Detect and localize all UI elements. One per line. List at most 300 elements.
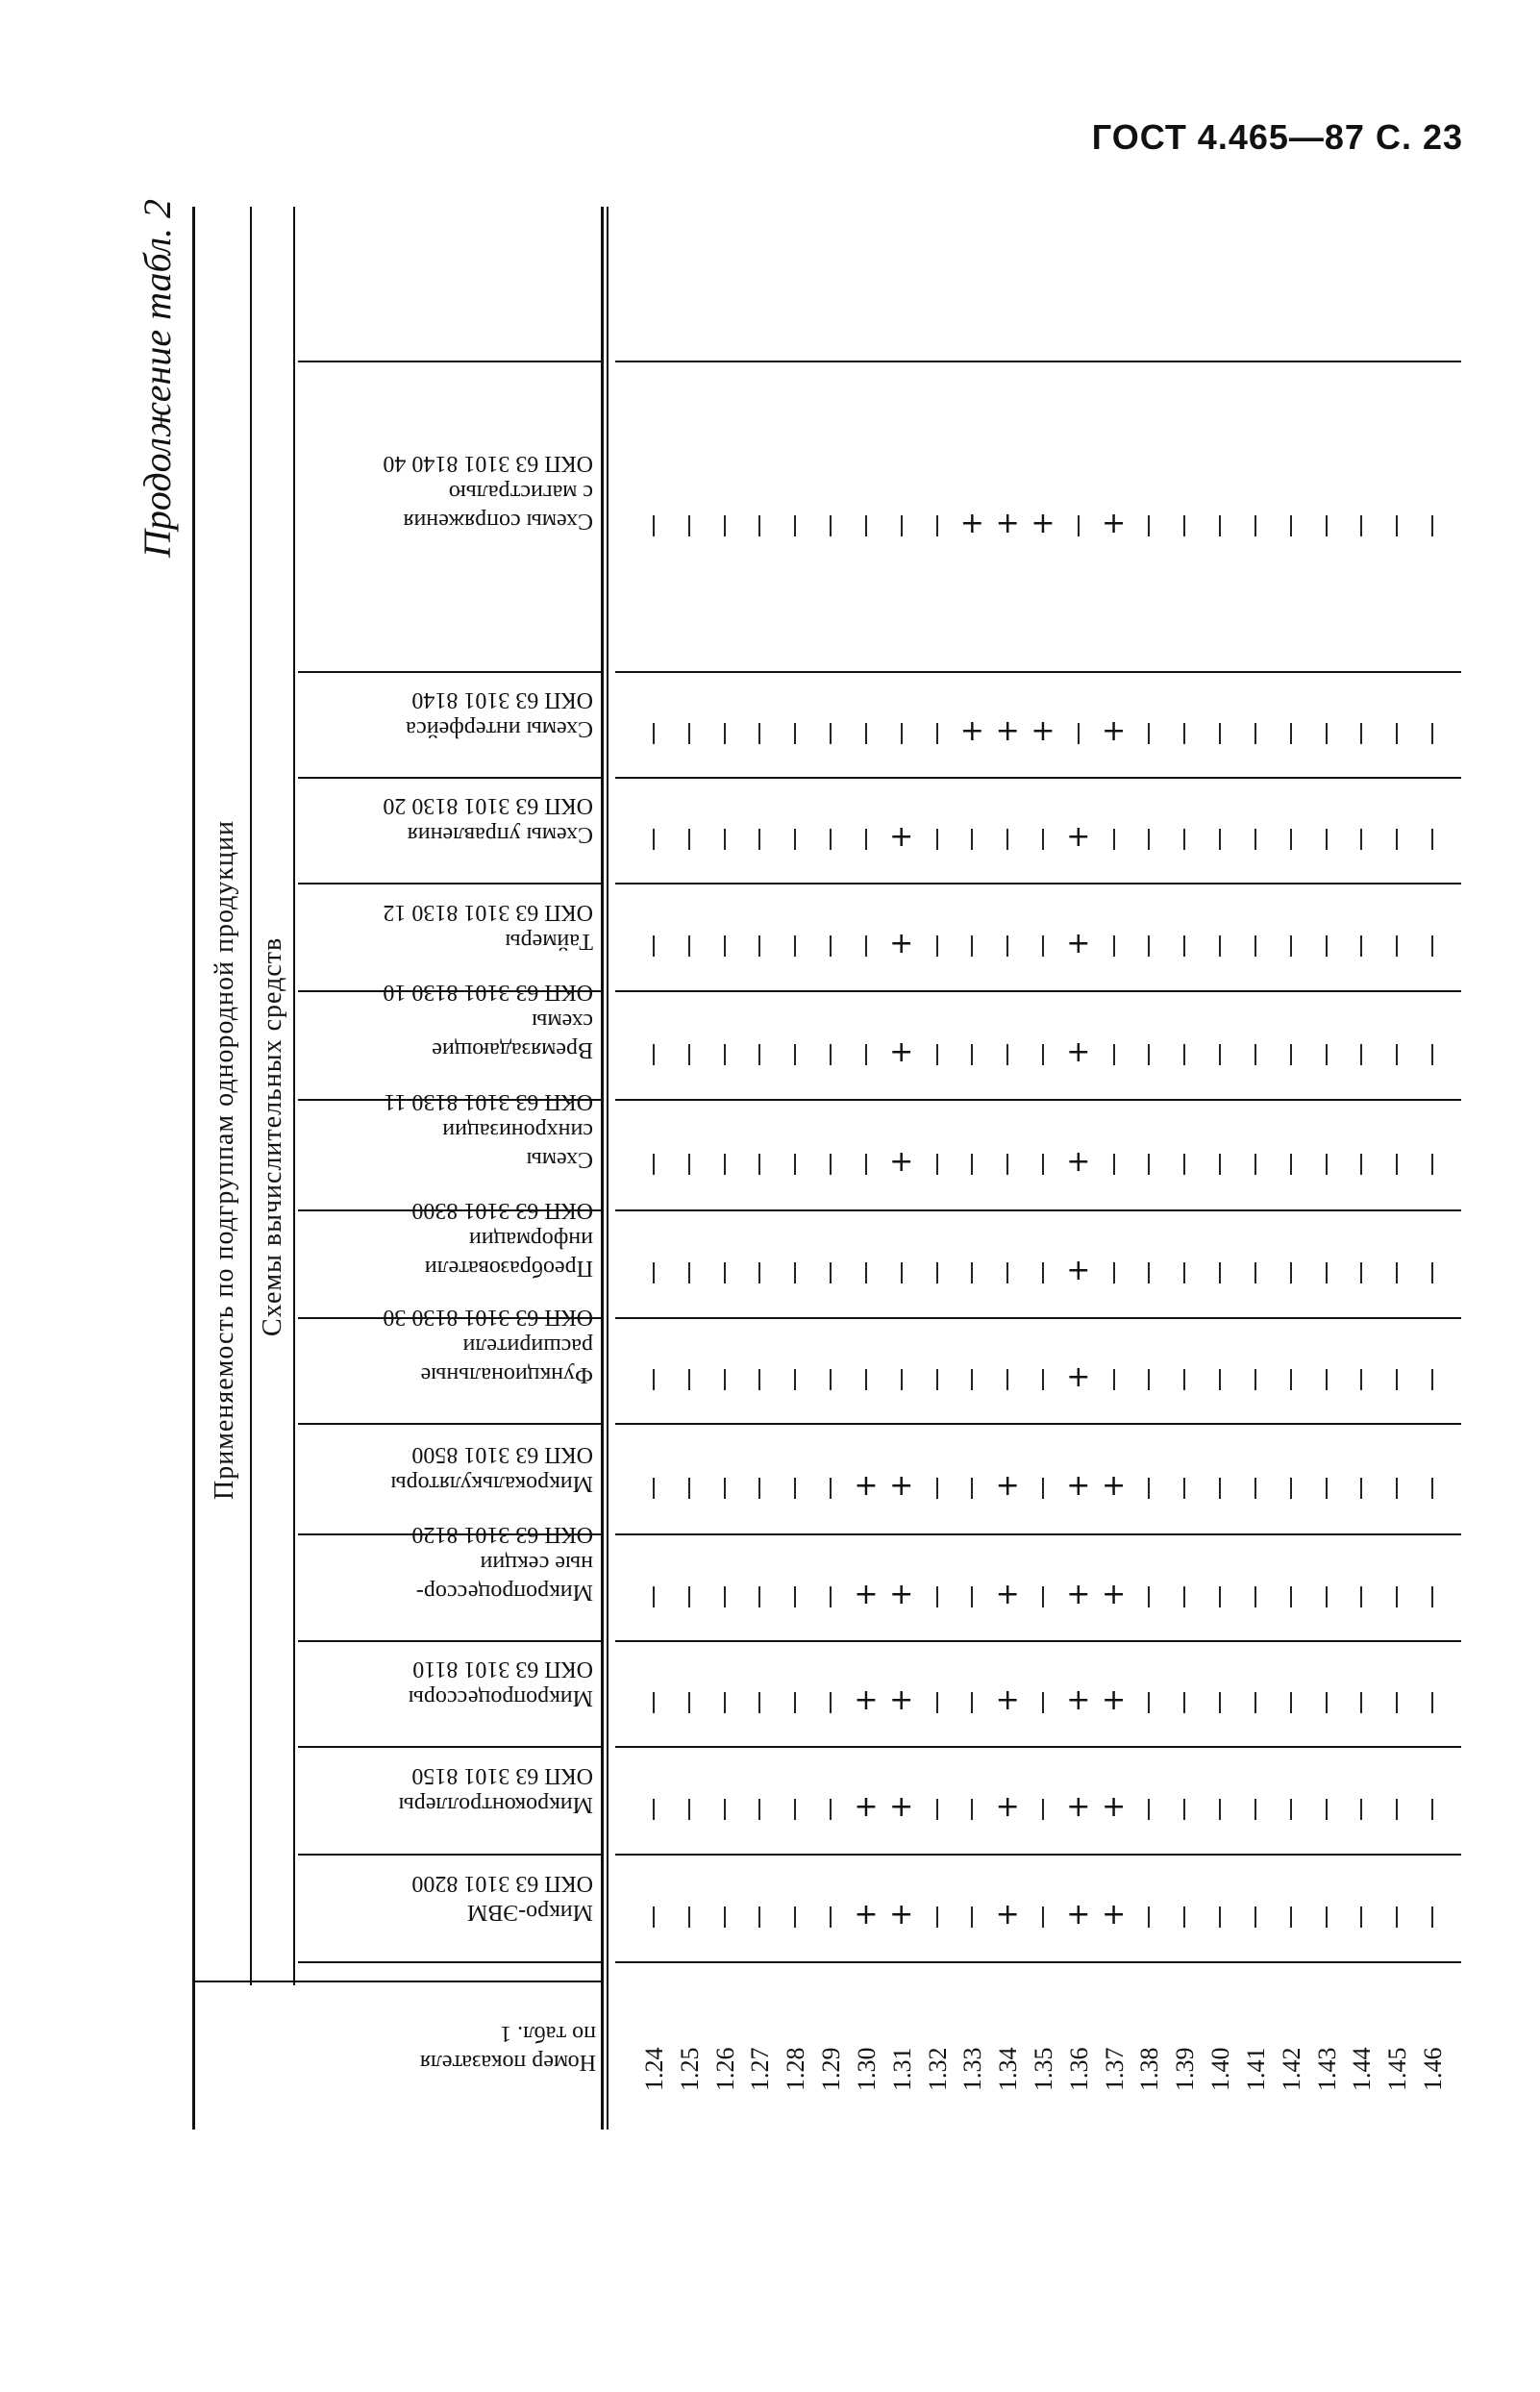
table-cell	[1307, 930, 1346, 959]
index-header-line: по табл. 1	[500, 2021, 596, 2046]
column-header-line: ОКП 63 3101 8200	[411, 1871, 593, 1896]
dash-mark	[724, 1044, 726, 1065]
table-cell	[918, 1581, 956, 1609]
column-header-line: Схемы управления	[407, 822, 593, 847]
dash-mark	[1183, 1906, 1185, 1928]
dash-mark	[936, 1478, 938, 1499]
table-cell	[1059, 1898, 1098, 1931]
dash-mark	[1006, 1154, 1008, 1175]
table-cell	[670, 1793, 708, 1822]
table-cell	[634, 823, 673, 852]
dash-mark	[794, 515, 796, 536]
table-cell	[1165, 823, 1204, 852]
dash-mark	[653, 1262, 655, 1283]
dash-mark	[1042, 1692, 1044, 1713]
dash-mark	[1290, 1154, 1292, 1175]
table-cell	[634, 1363, 673, 1392]
column-header-line: Таймеры	[505, 929, 593, 954]
table-cell	[1378, 1581, 1416, 1609]
dash-mark	[971, 829, 973, 850]
dash-mark	[794, 1262, 796, 1283]
dash-mark	[1360, 829, 1362, 850]
table-cell	[776, 1038, 814, 1067]
row-index: 1.36	[1064, 2047, 1093, 2091]
table-cell	[1130, 1686, 1168, 1715]
table-cell	[953, 1038, 991, 1067]
dash-mark	[794, 1478, 796, 1499]
table-cell	[1165, 510, 1204, 538]
dash-mark	[830, 515, 832, 536]
table-cell	[1378, 717, 1416, 746]
table-cell	[1165, 1793, 1204, 1822]
dash-mark	[1183, 935, 1185, 957]
column-header-line: синхронизации	[442, 1117, 593, 1143]
table-cell	[634, 1148, 673, 1177]
dash-mark	[830, 829, 832, 850]
table-cell	[882, 510, 921, 538]
table-cell	[847, 1038, 885, 1067]
table-cell	[670, 1686, 708, 1715]
dash-mark	[865, 723, 867, 744]
dash-mark	[1148, 935, 1150, 957]
dash-mark	[794, 1799, 796, 1820]
table-cell	[953, 1148, 991, 1177]
table-cell	[1130, 823, 1168, 852]
dash-mark	[830, 1799, 832, 1820]
table-cell	[740, 823, 779, 852]
table-cell	[988, 1038, 1027, 1067]
dash-mark	[1042, 1799, 1044, 1820]
header-data-divider	[601, 207, 604, 2130]
table-cell	[1307, 1793, 1346, 1822]
table-cell	[882, 1683, 921, 1717]
dash-mark	[1431, 1586, 1433, 1607]
table-cell	[1095, 1790, 1133, 1824]
table-cell	[706, 930, 744, 959]
table-cell	[740, 1038, 779, 1067]
table-cell	[1307, 1581, 1346, 1609]
table-cell	[1413, 930, 1452, 959]
column-separator-data	[615, 671, 1461, 673]
column-header	[411, 1869, 593, 1927]
table-cell	[1378, 1257, 1416, 1285]
plus-mark: +	[1066, 820, 1091, 854]
column-header-line: Микро-ЭВМ	[466, 1900, 593, 1925]
dash-mark	[758, 1478, 760, 1499]
table-cell	[1201, 1363, 1239, 1392]
dash-mark	[1006, 1262, 1008, 1283]
dash-mark	[794, 1044, 796, 1065]
table-cell	[670, 1148, 708, 1177]
dash-mark	[1183, 829, 1185, 850]
table-cell	[882, 717, 921, 746]
dash-mark	[1148, 1586, 1150, 1607]
table-cell	[1413, 1581, 1452, 1609]
table-cell	[1272, 1038, 1310, 1067]
dash-mark	[1219, 515, 1221, 536]
table-cell	[953, 1257, 991, 1285]
column-header	[383, 898, 593, 956]
dash-mark	[1431, 1692, 1433, 1713]
dash-mark	[1148, 1044, 1150, 1065]
dash-mark	[1254, 723, 1256, 744]
dash-mark	[901, 515, 903, 536]
dash-mark	[1431, 1799, 1433, 1820]
table-cell	[1130, 1793, 1168, 1822]
dash-mark	[936, 829, 938, 850]
dash-mark	[724, 935, 726, 957]
plus-mark: +	[1031, 506, 1056, 540]
dash-mark	[724, 1799, 726, 1820]
column-separator-header	[298, 777, 601, 779]
dash-mark	[1396, 1799, 1398, 1820]
table-cell	[1024, 1581, 1062, 1609]
table-cell	[706, 1257, 744, 1285]
dash-mark	[1042, 1906, 1044, 1928]
table-cell	[1024, 1257, 1062, 1285]
table-cell	[1236, 1472, 1275, 1501]
table-cell	[1307, 1901, 1346, 1930]
plus-mark: +	[1102, 1898, 1127, 1931]
table-cell	[1236, 930, 1275, 959]
column-header	[383, 1303, 593, 1389]
dash-mark	[1360, 1586, 1362, 1607]
table-cell	[1307, 1257, 1346, 1285]
table-cell	[1059, 1577, 1098, 1611]
table-cell	[1236, 1793, 1275, 1822]
table-cell	[776, 510, 814, 538]
table-cell	[1130, 1038, 1168, 1067]
table-cell	[1201, 1901, 1239, 1930]
column-separator-header	[298, 1423, 601, 1425]
dash-mark	[1431, 723, 1433, 744]
dash-mark	[1042, 1586, 1044, 1607]
table-cell	[634, 930, 673, 959]
row-index: 1.26	[710, 2047, 739, 2091]
table-cell	[1095, 930, 1133, 959]
table-cell	[1378, 1038, 1416, 1067]
table-cell	[740, 717, 779, 746]
column-separator-data	[615, 990, 1461, 992]
column-separator-header	[298, 883, 601, 885]
table-cell	[811, 823, 850, 852]
column-separator-header	[298, 1746, 601, 1748]
dash-mark	[1431, 1262, 1433, 1283]
table-cell	[918, 1257, 956, 1285]
plus-mark: +	[889, 1144, 914, 1179]
row-index: 1.40	[1206, 2047, 1235, 2091]
table-cell	[882, 1468, 921, 1503]
dash-mark	[1042, 1262, 1044, 1283]
table-cell	[1236, 1363, 1275, 1392]
table-cell	[1165, 717, 1204, 746]
plus-mark: +	[959, 506, 984, 540]
plus-mark: +	[889, 820, 914, 854]
column-header	[383, 978, 593, 1064]
dash-mark	[1219, 935, 1221, 957]
table-cell	[1342, 717, 1380, 746]
table-cell	[1342, 1038, 1380, 1067]
table-cell	[1024, 823, 1062, 852]
table-cell	[953, 506, 991, 540]
header-data-divider-2	[607, 207, 609, 2130]
column-header-line: ОКП 63 3101 8130 30	[383, 1305, 593, 1330]
table-cell	[1130, 1472, 1168, 1501]
dash-mark	[971, 1369, 973, 1390]
table-cell	[740, 1148, 779, 1177]
dash-mark	[936, 1799, 938, 1820]
table-cell	[776, 1363, 814, 1392]
dash-mark	[653, 1478, 655, 1499]
table-cell	[1307, 823, 1346, 852]
table-cell	[811, 1148, 850, 1177]
column-separator-data	[615, 883, 1461, 885]
table-cell	[1272, 1901, 1310, 1930]
table-cell	[1130, 1901, 1168, 1930]
dash-mark	[1183, 723, 1185, 744]
dash-mark	[1219, 1692, 1221, 1713]
plus-mark: +	[995, 714, 1020, 748]
table-cell	[1095, 823, 1133, 852]
table-cell	[988, 1683, 1027, 1717]
dash-mark	[1042, 935, 1044, 957]
table-caption: Продолжение табл. 2	[136, 198, 179, 558]
table-cell	[1272, 510, 1310, 538]
row-index: 1.42	[1277, 2047, 1305, 2091]
dash-mark	[1326, 1692, 1328, 1713]
plus-mark: +	[995, 1468, 1020, 1503]
dash-mark	[758, 1692, 760, 1713]
dash-mark	[1219, 1044, 1221, 1065]
column-header	[399, 1761, 593, 1819]
table-cell	[847, 1148, 885, 1177]
table-cell	[740, 1901, 779, 1930]
dash-mark	[724, 1692, 726, 1713]
column-header	[409, 1655, 593, 1712]
table-cell	[1342, 823, 1380, 852]
index-header	[420, 2019, 596, 2077]
column-header-line: ОКП 63 3101 8130 11	[384, 1088, 593, 1114]
column-header-line: расширители	[462, 1333, 593, 1358]
table-cell	[706, 717, 744, 746]
row-index: 1.43	[1312, 2047, 1341, 2091]
table-cell	[740, 1686, 779, 1715]
dash-mark	[688, 1044, 690, 1065]
dash-mark	[1326, 935, 1328, 957]
table-cell	[1165, 1038, 1204, 1067]
dash-mark	[1360, 515, 1362, 536]
dash-mark	[971, 1262, 973, 1283]
table-cell	[634, 1581, 673, 1609]
column-header-line: ОКП 63 3101 8150	[411, 1763, 593, 1788]
dash-mark	[1431, 935, 1433, 957]
dash-mark	[1006, 1044, 1008, 1065]
dash-mark	[758, 1369, 760, 1390]
table-cell	[847, 930, 885, 959]
table-cell	[1059, 717, 1098, 746]
dash-mark	[1396, 515, 1398, 536]
table-cell	[1024, 714, 1062, 748]
column-header-line: Функциональные	[420, 1362, 593, 1387]
dash-mark	[1396, 723, 1398, 744]
table-cell	[1272, 1148, 1310, 1177]
dash-mark	[1183, 1262, 1185, 1283]
dash-mark	[1006, 1369, 1008, 1390]
table-cell	[1130, 717, 1168, 746]
table-cell	[1413, 1257, 1452, 1285]
plus-mark: +	[1102, 1683, 1127, 1717]
dash-mark	[1290, 1262, 1292, 1283]
dash-mark	[1396, 1154, 1398, 1175]
dash-mark	[1113, 829, 1115, 850]
dash-mark	[653, 1154, 655, 1175]
dash-mark	[1431, 1478, 1433, 1499]
table-cell	[1165, 1581, 1204, 1609]
table-cell	[1413, 1363, 1452, 1392]
dash-mark	[830, 1369, 832, 1390]
dash-mark	[830, 723, 832, 744]
dash-mark	[1254, 1906, 1256, 1928]
row-index: 1.44	[1348, 2047, 1377, 2091]
dash-mark	[1219, 829, 1221, 850]
table-cell	[740, 1363, 779, 1392]
dash-mark	[1148, 1478, 1150, 1499]
dash-mark	[794, 1586, 796, 1607]
dash-mark	[688, 1586, 690, 1607]
table-cell	[1095, 714, 1133, 748]
plus-mark: +	[1066, 1034, 1091, 1069]
group-title: Применяемость по подгруппам однородной продукции	[210, 820, 239, 1500]
dash-mark	[724, 1154, 726, 1175]
dash-mark	[1148, 1369, 1150, 1390]
table-cell	[670, 1257, 708, 1285]
dash-mark	[724, 1478, 726, 1499]
table-cell	[1236, 1581, 1275, 1609]
table-cell	[776, 1901, 814, 1930]
table-cell	[1272, 930, 1310, 959]
dash-mark	[1290, 1044, 1292, 1065]
dash-mark	[1360, 723, 1362, 744]
row-index: 1.46	[1419, 2047, 1447, 2091]
table-cell	[670, 1363, 708, 1392]
table-cell	[953, 1581, 991, 1609]
table-cell	[847, 1577, 885, 1611]
table-cell	[811, 1686, 850, 1715]
table-cell	[1378, 1686, 1416, 1715]
table-cell	[882, 1898, 921, 1931]
table-cell	[1236, 510, 1275, 538]
table-cell	[988, 1577, 1027, 1611]
table-cell	[1059, 1468, 1098, 1503]
table-cell	[776, 717, 814, 746]
table-cell	[988, 1148, 1027, 1177]
plus-mark: +	[1031, 714, 1056, 748]
table-cell	[1378, 1901, 1416, 1930]
dash-mark	[1360, 1478, 1362, 1499]
dash-mark	[1396, 1478, 1398, 1499]
dash-mark	[1396, 829, 1398, 850]
dash-mark	[1431, 829, 1433, 850]
column-header	[411, 1520, 593, 1607]
column-header-line: ОКП 63 3101 8140	[411, 687, 593, 712]
plus-mark: +	[854, 1683, 879, 1717]
table-cell	[811, 1038, 850, 1067]
dash-mark	[758, 1586, 760, 1607]
dash-mark	[1290, 1586, 1292, 1607]
dash-mark	[936, 1154, 938, 1175]
table-cell	[706, 510, 744, 538]
dash-mark	[758, 935, 760, 957]
column-separator-data	[615, 1640, 1461, 1642]
dash-mark	[1078, 723, 1080, 744]
dash-mark	[1254, 1044, 1256, 1065]
dash-mark	[936, 1906, 938, 1928]
dash-mark	[1148, 1692, 1150, 1713]
column-separator-data	[615, 1209, 1461, 1211]
plus-mark: +	[1102, 1468, 1127, 1503]
dash-mark	[688, 1478, 690, 1499]
plus-mark: +	[854, 1898, 879, 1931]
table-cell	[1413, 1148, 1452, 1177]
dash-mark	[758, 1044, 760, 1065]
table-cell	[811, 1472, 850, 1501]
dash-mark	[971, 1692, 973, 1713]
table-cell	[918, 1793, 956, 1822]
table-cell	[882, 1363, 921, 1392]
dash-mark	[1360, 1799, 1362, 1820]
plus-mark: +	[995, 506, 1020, 540]
dash-mark	[688, 1369, 690, 1390]
dash-mark	[936, 1369, 938, 1390]
dash-mark	[1042, 829, 1044, 850]
table-cell	[953, 1363, 991, 1392]
column-header-line: ОКП 63 3101 8130 20	[383, 793, 593, 818]
table-cell	[918, 1038, 956, 1067]
table-cell	[1165, 930, 1204, 959]
dash-mark	[1290, 829, 1292, 850]
dash-mark	[1183, 1369, 1185, 1390]
table-cell	[953, 1472, 991, 1501]
dash-mark	[971, 1586, 973, 1607]
table-cell	[1342, 1472, 1380, 1501]
dash-mark	[1431, 515, 1433, 536]
table-cell	[1413, 1038, 1452, 1067]
dash-mark	[758, 1906, 760, 1928]
table-cell	[670, 1581, 708, 1609]
dash-mark	[794, 1692, 796, 1713]
dash-mark	[971, 1154, 973, 1175]
column-header-line: ные секции	[480, 1550, 593, 1576]
column-header-line: Схемы сопряжения	[403, 508, 593, 534]
table-cell	[1272, 1472, 1310, 1501]
table-cell	[1059, 510, 1098, 538]
table-cell	[1024, 1363, 1062, 1392]
table-cell	[811, 1901, 850, 1930]
table-cell	[706, 1686, 744, 1715]
column-separator-data	[615, 1746, 1461, 1748]
row-index: 1.45	[1383, 2047, 1412, 2091]
dash-mark	[1360, 1692, 1362, 1713]
table-cell	[1059, 1360, 1098, 1394]
table-cell	[1342, 1257, 1380, 1285]
table-cell	[1059, 1144, 1098, 1179]
dash-mark	[901, 723, 903, 744]
table-cell	[988, 1790, 1027, 1824]
dash-mark	[653, 1369, 655, 1390]
table-cell	[1201, 1793, 1239, 1822]
dash-mark	[865, 1044, 867, 1065]
dash-mark	[1113, 1369, 1115, 1390]
